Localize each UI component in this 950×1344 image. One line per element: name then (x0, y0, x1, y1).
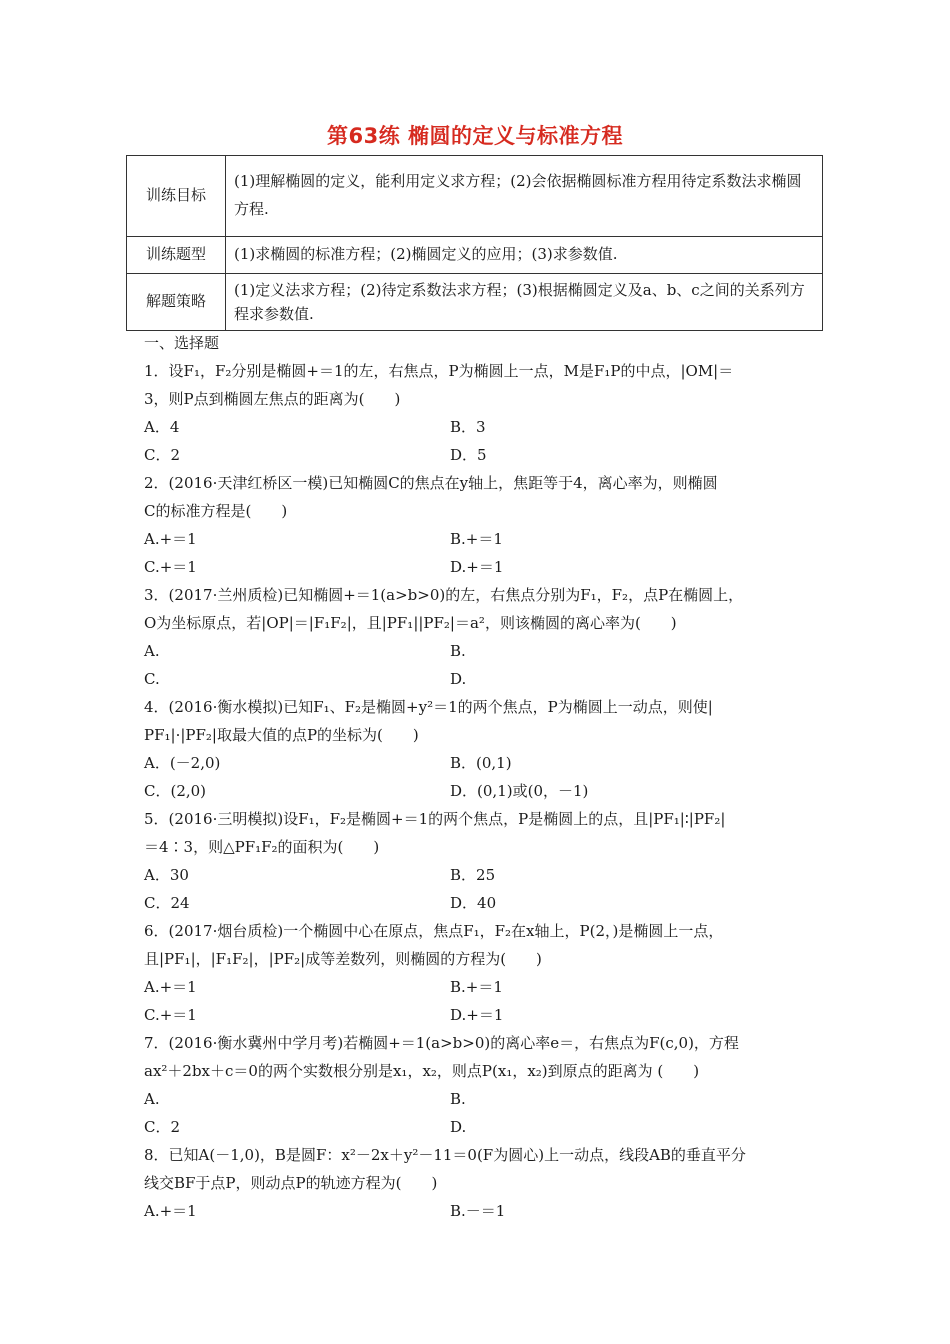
question-5-option-a: A．30 (144, 866, 189, 884)
question-5-line-2: ＝4∶3，则△PF₁F₂的面积为( ) (144, 838, 380, 856)
row-text-types: (1)求椭圆的标准方程；(2)椭圆定义的应用；(3)求参数值. (226, 237, 823, 274)
question-6-option-d: D.+＝1 (450, 1006, 504, 1024)
question-6-line-2: 且|PF₁|，|F₁F₂|，|PF₂|成等差数列，则椭圆的方程为( ) (144, 950, 542, 968)
question-3-option-c: C. (144, 670, 160, 688)
question-4-option-c: C．(2,0) (144, 782, 207, 800)
question-4-option-a: A．(－2,0) (144, 754, 221, 772)
question-4-option-d: D．(0,1)或(0，－1) (450, 782, 589, 800)
question-5-option-c: C．24 (144, 894, 190, 912)
question-5-option-d: D．40 (450, 894, 497, 912)
row-text-strategy: (1)定义法求方程；(2)待定系数法求方程；(3)根据椭圆定义及a、b、c之间的关系列方程求参数值. (226, 274, 823, 331)
question-8-option-a: A.+＝1 (144, 1202, 197, 1220)
row-text-goal: (1)理解椭圆的定义，能利用定义求方程；(2)会依据椭圆标准方程用待定系数法求椭圆方程. (226, 156, 823, 237)
question-7-line-1: 7．(2016·衡水冀州中学月考)若椭圆+＝1(a>b>0)的离心率e＝，右焦点为F(c,0)，方程 (144, 1034, 739, 1052)
question-4-option-b: B．(0,1) (450, 754, 512, 772)
question-3-line-1: 3．(2017·兰州质检)已知椭圆+＝1(a>b>0)的左，右焦点分别为F₁，F₂，点P在椭圆上， (144, 586, 744, 604)
question-3-option-a: A. (144, 642, 160, 660)
question-3-option-d: D. (450, 670, 467, 688)
table-row (127, 274, 823, 331)
question-3-line-2: O为坐标原点，若|OP|＝|F₁F₂|，且|PF₁||PF₂|＝a²，则该椭圆的离心率为( ) (144, 614, 677, 632)
page-title: 第63练 椭圆的定义与标准方程 (326, 124, 624, 148)
question-1-option-c: C．2 (144, 446, 181, 464)
question-7-option-d: D. (450, 1118, 467, 1136)
question-1-line-2: 3，则P点到椭圆左焦点的距离为( ) (144, 390, 401, 408)
section-heading: 一、选择题 (144, 334, 220, 352)
question-7-option-a: A. (144, 1090, 160, 1108)
question-6-option-a: A.+＝1 (144, 978, 197, 996)
question-4-line-1: 4．(2016·衡水模拟)已知F₁、F₂是椭圆+y²＝1的两个焦点，P为椭圆上一动点，则使| (144, 698, 713, 716)
question-2-line-1: 2．(2016·天津红桥区一模)已知椭圆C的焦点在y轴上，焦距等于4，离心率为，则椭圆 (144, 474, 718, 492)
question-8-line-1: 8．已知A(－1,0)，B是圆F：x²－2x＋y²－11＝0(F为圆心)上一动点，线段AB的垂直平分 (144, 1146, 746, 1164)
question-2-option-a: A.+＝1 (144, 530, 197, 548)
question-5-option-b: B．25 (450, 866, 496, 884)
info-table (126, 155, 823, 331)
question-6-option-c: C.+＝1 (144, 1006, 197, 1024)
question-3-option-b: B. (450, 642, 466, 660)
question-1-option-d: D．5 (450, 446, 487, 464)
question-2-option-c: C.+＝1 (144, 558, 197, 576)
question-7-option-c: C．2 (144, 1118, 181, 1136)
row-label-goal: 训练目标 (127, 156, 226, 237)
table-row (127, 237, 823, 274)
question-2-option-d: D.+＝1 (450, 558, 504, 576)
question-1-option-a: A．4 (144, 418, 180, 436)
question-7-option-b: B. (450, 1090, 466, 1108)
question-4-line-2: PF₁|·|PF₂|取最大值的点P的坐标为( ) (144, 726, 419, 744)
question-1-option-b: B．3 (450, 418, 486, 436)
question-2-line-2: C的标准方程是( ) (144, 502, 288, 520)
question-1-line-1: 1．设F₁，F₂分别是椭圆+＝1的左，右焦点，P为椭圆上一点，M是F₁P的中点，|OM|＝ (144, 362, 734, 380)
question-2-option-b: B.+＝1 (450, 530, 503, 548)
question-5-line-1: 5．(2016·三明模拟)设F₁，F₂是椭圆+＝1的两个焦点，P是椭圆上的点，且|PF₁|∶|PF₂| (144, 810, 726, 828)
question-8-option-b: B.－＝1 (450, 1202, 506, 1220)
question-6-option-b: B.+＝1 (450, 978, 503, 996)
question-8-line-2: 线交BF于点P，则动点P的轨迹方程为( ) (144, 1174, 438, 1192)
table-row (127, 156, 823, 237)
question-6-line-1: 6．(2017·烟台质检)一个椭圆中心在原点，焦点F₁，F₂在x轴上，P(2，)是椭圆上一点， (144, 922, 724, 940)
row-label-types: 训练题型 (127, 237, 226, 274)
row-label-strategy: 解题策略 (127, 274, 226, 331)
question-7-line-2: ax²＋2bx＋c＝0的两个实数根分别是x₁，x₂，则点P(x₁，x₂)到原点的距离为 ( ) (144, 1062, 700, 1080)
